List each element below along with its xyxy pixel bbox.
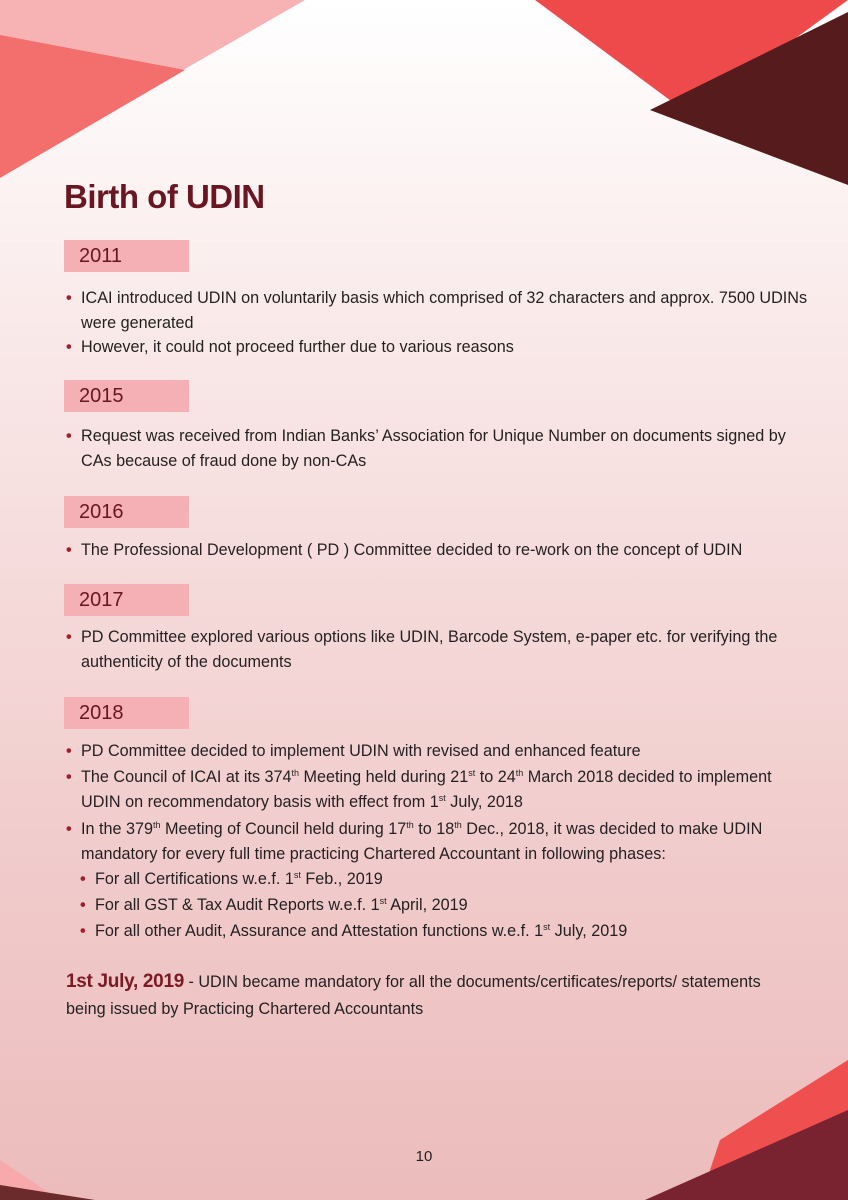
bullet-dot-icon: • [66, 289, 72, 307]
bullet-dot-icon: • [66, 628, 72, 646]
bullet-dot-icon: • [66, 768, 72, 786]
bullet-2011-2 [66, 335, 811, 360]
bullet-text: For all Certifications w.e.f. 1st Feb., 2019 [95, 870, 383, 888]
bullet-dot-icon: • [80, 870, 86, 888]
bullet-2018-2 [66, 765, 811, 815]
bullet-2018-3 [66, 817, 811, 867]
bullet-text: PD Committee decided to implement UDIN with revised and enhanced feature [81, 742, 641, 760]
page-number: 10 [415, 1148, 433, 1165]
bullet-text: PD Committee explored various options like UDIN, Barcode System, e-paper etc. for verifying the authenticity of the documents [81, 628, 778, 671]
final-note-date: 1st July, 2019 [66, 971, 184, 992]
bullet-dot-icon: • [66, 820, 72, 838]
bullet-2018-1 [66, 739, 811, 764]
bullet-dot-icon: • [66, 742, 72, 760]
year-heading-2015: 2015 [64, 380, 189, 412]
bullet-2017-1 [66, 625, 811, 675]
bullet-dot-icon: • [80, 896, 86, 914]
bullet-text: The Professional Development ( PD ) Committee decided to re-work on the concept of UDIN [81, 541, 743, 559]
bullet-text: In the 379th Meeting of Council held during 17th to 18th Dec., 2018, it was decided to make UDIN mandatory for every full time practicing Chartered Accountant in following phases: [81, 820, 763, 863]
sub-bullet-2018-1 [80, 867, 795, 892]
bullet-text: ICAI introduced UDIN on voluntarily basis which comprised of 32 characters and approx. 7500 UDINs were generated [81, 289, 808, 332]
bullet-text: However, it could not proceed further due to various reasons [81, 338, 514, 356]
final-note-text: - UDIN became mandatory for all the documents/certificates/reports/ statements being issued by Practicing Chartered Accountants [66, 973, 761, 1018]
year-heading-2016: 2016 [64, 496, 189, 528]
sub-bullet-2018-3 [80, 919, 795, 944]
bullet-dot-icon: • [66, 541, 72, 559]
bullet-text: For all other Audit, Assurance and Attestation functions w.e.f. 1st July, 2019 [95, 922, 628, 940]
page-title: Birth of UDIN [64, 178, 265, 215]
bullet-dot-icon: • [66, 427, 72, 445]
bullet-text: The Council of ICAI at its 374th Meeting held during 21st to 24th March 2018 decided to implement UDIN on recommendatory basis with effect from 1st July, 2018 [81, 768, 772, 811]
bullet-2011-1 [66, 286, 811, 336]
bullet-2016-1 [66, 538, 811, 563]
year-heading-2017: 2017 [64, 584, 189, 616]
year-heading-2011: 2011 [64, 240, 189, 272]
bullet-text: For all GST & Tax Audit Reports w.e.f. 1st April, 2019 [95, 896, 468, 914]
bullet-dot-icon: • [80, 922, 86, 940]
sub-bullet-2018-2 [80, 893, 795, 918]
bullet-2015-1 [66, 424, 811, 474]
final-note [66, 968, 796, 1023]
bullet-text: Request was received from Indian Banks’ Association for Unique Number on documents signed by CAs because of fraud done by non-CAs [81, 427, 786, 470]
bullet-dot-icon: • [66, 338, 72, 356]
year-heading-2018: 2018 [64, 697, 189, 729]
